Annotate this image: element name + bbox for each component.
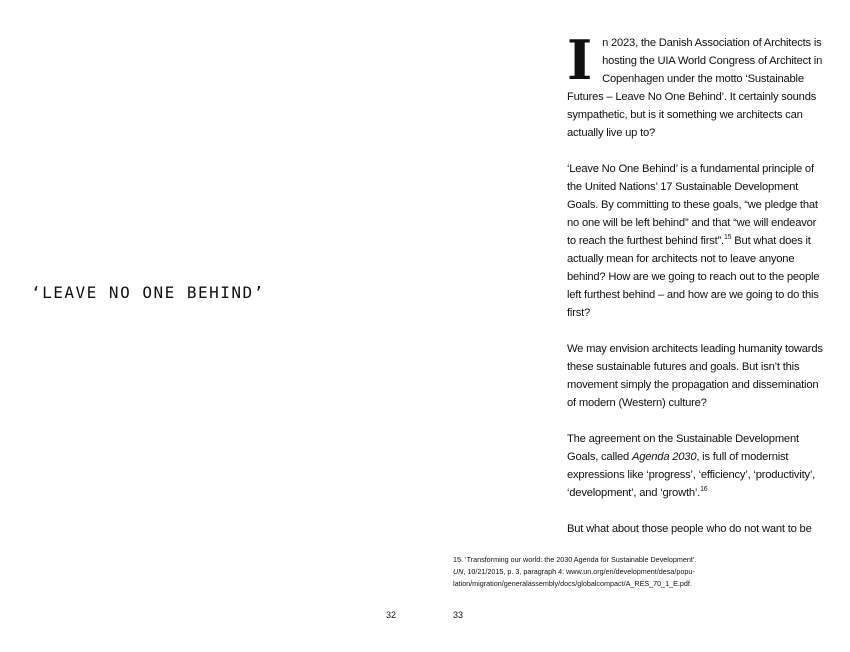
right-page bbox=[425, 0, 850, 652]
footnote-ref-16[interactable]: 16 bbox=[700, 486, 708, 493]
page-number-right: 33 bbox=[453, 610, 464, 620]
paragraph-4 bbox=[567, 430, 825, 502]
paragraph-5: But what about those people who do not want to be bbox=[567, 523, 812, 535]
paragraph-1-text: n 2023, the Danish Association of Architects is hosting the UIA World Congress of Architect in Copenhagen under the motto ‘Sustainable Futures – Leave No One Behind’. It certainly sounds sympathetic, but is it something we architects can actually live up to? bbox=[567, 37, 823, 139]
dropcap: I bbox=[567, 28, 593, 92]
paragraph-2-text-b: But what does it actually mean for architects not to leave anyone behind? How are we going to reach out to the people left furthest behind – and how are we going to do this first? bbox=[567, 235, 820, 319]
paragraph-4-text-b: , is full of modernist expressions like ‘progress’, ‘efficiency’, ‘productivity’, ‘development’, and ‘growth’. bbox=[567, 451, 816, 499]
footnote-line-3: lation/migration/generalassembly/docs/globalcompact/A_RES_70_1_E.pdf. bbox=[453, 579, 692, 588]
paragraph-2 bbox=[567, 160, 825, 322]
footnote-line-2 bbox=[453, 566, 753, 578]
footnote bbox=[453, 554, 753, 590]
chapter-title: ‘LEAVE NO ONE BEHIND’ bbox=[31, 283, 265, 302]
paragraph-4-emphasis: Agenda 2030 bbox=[631, 451, 697, 463]
footnote-line-2-text: , 10/21/2015, p. 3, paragraph 4: www.un.org/en/development/desa/popu- bbox=[463, 567, 695, 576]
page-number-left: 32 bbox=[386, 610, 397, 620]
footnote-source: UN bbox=[453, 567, 464, 576]
footnote-line-1: 15. ‘Transforming our world: the 2030 Agenda for Sustainable Development’. bbox=[453, 555, 697, 564]
paragraph-2-text-a: ‘Leave No One Behind’ is a fundamental principle of the United Nations’ 17 Sustainable Development Goals. By committing to these goals, “we pledge that no one will be left behind” and that “we will endeavor to reach the furthest behind first”. bbox=[567, 163, 818, 247]
paragraph-1 bbox=[567, 28, 825, 142]
body-text bbox=[567, 28, 825, 556]
footnote-ref-15[interactable]: 15 bbox=[723, 234, 732, 241]
paragraph-3: We may envision architects leading humanity towards these sustainable futures and goals. But isn’t this movement simply the propagation and dissemination of modern (Western) culture? bbox=[567, 343, 823, 409]
paragraph-4-text-a: The agreement on the Sustainable Development Goals, called bbox=[567, 433, 799, 463]
